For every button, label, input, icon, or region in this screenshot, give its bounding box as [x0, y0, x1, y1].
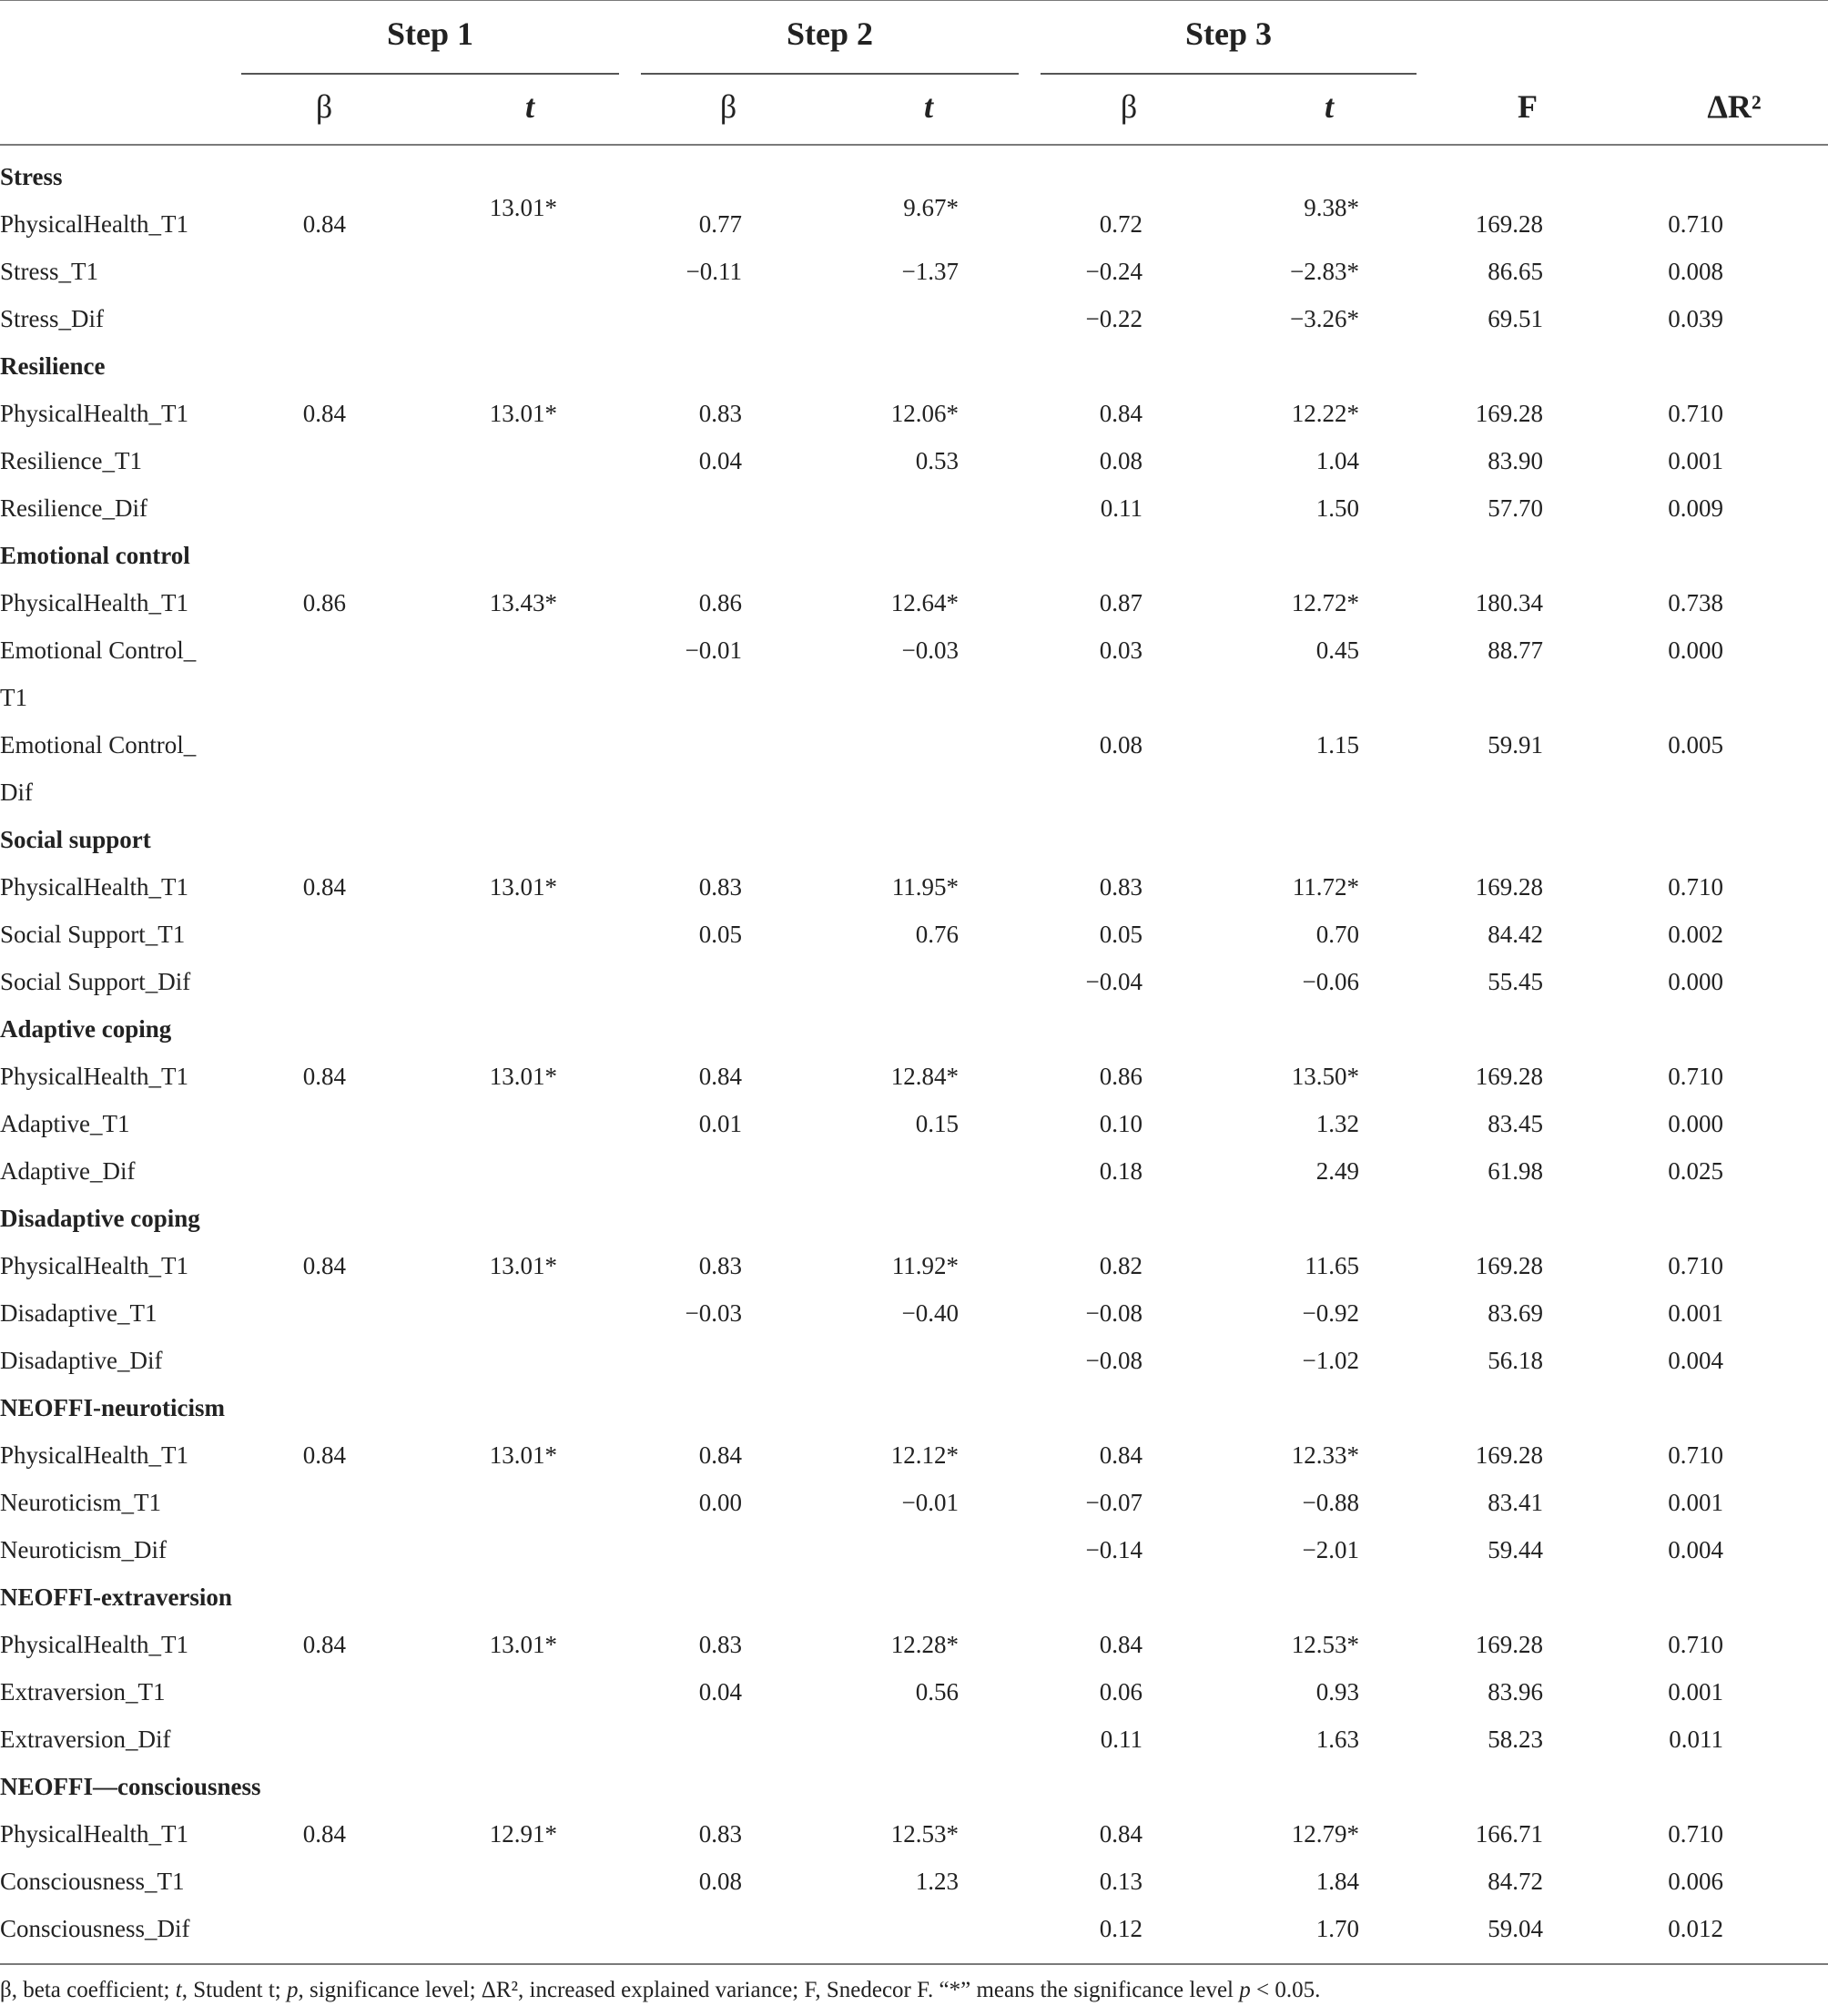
step-3-t-cell: 1.70 [1315, 1915, 1359, 1942]
delta-r2-cell: 0.710 [1668, 1631, 1723, 1658]
step-3-t-cell: −0.06 [1302, 968, 1359, 995]
step-2-beta-cell: 0.83 [698, 1820, 742, 1848]
step-1-beta-cell: 0.84 [302, 400, 346, 427]
group-header-row [0, 1005, 1828, 1053]
step-3-beta-cell: 0.84 [1099, 1441, 1142, 1469]
delta-r2-cell: 0.000 [1668, 1110, 1723, 1137]
step-2-beta-cell: 0.04 [698, 1678, 742, 1705]
step-2-t-cell: 0.53 [915, 447, 959, 474]
step-2-beta-cell: 0.84 [698, 1063, 742, 1090]
table-row [0, 1905, 1828, 1952]
group-header-row [0, 1573, 1828, 1621]
table-row [0, 626, 1828, 674]
step-2-beta-cell: 0.83 [698, 1631, 742, 1658]
table-row [0, 390, 1828, 437]
delta-r2-cell: 0.004 [1668, 1347, 1723, 1374]
step-2-t-cell: −1.37 [901, 258, 959, 285]
step-2-beta-cell: −0.11 [686, 258, 742, 285]
step-2-t-cell: 0.15 [915, 1110, 959, 1137]
step-2-rule [641, 73, 1019, 75]
variable-label: PhysicalHealth_T1 [0, 589, 188, 616]
step-3-t-cell: −2.01 [1302, 1536, 1359, 1563]
step-2-t-cell: −0.03 [901, 636, 959, 664]
variable-label: Emotional Control_ [0, 636, 197, 664]
f-cell: 169.28 [1475, 1631, 1543, 1658]
variable-label: Consciousness_Dif [0, 1915, 190, 1942]
step-3-beta-cell: −0.08 [1085, 1347, 1142, 1374]
delta-r2-cell: 0.001 [1668, 447, 1723, 474]
delta-r2-cell: 0.005 [1668, 731, 1723, 759]
step-3-t-cell: −1.02 [1302, 1347, 1359, 1374]
table-row [0, 248, 1828, 295]
f-cell: 59.04 [1488, 1915, 1543, 1942]
step-2-t-cell: 9.67* [903, 194, 959, 221]
step-2-beta-cell: 0.83 [698, 1252, 742, 1279]
step-3-t-cell: 0.93 [1315, 1678, 1359, 1705]
delta-r2-cell: 0.000 [1668, 968, 1723, 995]
step-3-beta-cell: 0.82 [1099, 1252, 1142, 1279]
footnote-p-2: p [1239, 1978, 1251, 2002]
group-label: NEOFFI-extraversion [0, 1583, 232, 1611]
f-cell: 55.45 [1488, 968, 1543, 995]
delta-r2-cell: 0.710 [1668, 873, 1723, 901]
step-3-beta-cell: 0.08 [1099, 447, 1142, 474]
step-1-t-cell: 12.91* [489, 1820, 557, 1848]
f-cell: 83.90 [1488, 447, 1543, 474]
f-cell: 169.28 [1475, 1252, 1543, 1279]
step-1-beta-cell: 0.84 [302, 873, 346, 901]
step-1-t-cell: 13.43* [489, 589, 557, 616]
step-3-beta-header: β [1120, 88, 1138, 125]
step-2-t-cell: 0.56 [915, 1678, 959, 1705]
table-footnote [0, 1978, 1828, 2003]
f-cell: 166.71 [1475, 1820, 1543, 1848]
step-3-t-header: t [1324, 88, 1334, 125]
delta-r2-cell: 0.008 [1668, 258, 1723, 285]
variable-label: Consciousness_T1 [0, 1868, 185, 1895]
step-3-t-cell: 12.53* [1291, 1631, 1359, 1658]
table-row [0, 1289, 1828, 1337]
step-3-t-cell: 0.45 [1315, 636, 1359, 664]
step-2-t-cell: 11.95* [891, 873, 959, 901]
footnote-part-3: , significance level; ΔR², increased explained variance; F, Snedecor F. “*” means the significance level [298, 1978, 1240, 2002]
f-cell: 169.28 [1475, 210, 1543, 238]
group-label: NEOFFI—consciousness [0, 1773, 261, 1800]
delta-r2-cell: 0.738 [1668, 589, 1723, 616]
step-1-t-cell: 13.01* [489, 194, 557, 221]
footnote-t: t [175, 1978, 182, 2002]
variable-label: PhysicalHealth_T1 [0, 1441, 188, 1469]
table-row [0, 674, 1828, 721]
step-3-beta-cell: 0.10 [1099, 1110, 1142, 1137]
step-1-t-cell: 13.01* [489, 1063, 557, 1090]
step-3-beta-cell: 0.72 [1099, 210, 1142, 238]
delta-r2-header: ΔR² [1707, 88, 1762, 125]
group-label: Adaptive coping [0, 1015, 172, 1043]
step-3-t-cell: −2.83* [1290, 258, 1359, 285]
f-cell: 56.18 [1488, 1347, 1543, 1374]
delta-r2-cell: 0.001 [1668, 1489, 1723, 1516]
step-1-beta-cell: 0.84 [302, 1631, 346, 1658]
group-header-row [0, 1384, 1828, 1431]
delta-r2-cell: 0.710 [1668, 1820, 1723, 1848]
f-cell: 83.69 [1488, 1299, 1543, 1327]
delta-r2-cell: 0.006 [1668, 1868, 1723, 1895]
table-row [0, 1810, 1828, 1858]
delta-r2-cell: 0.009 [1668, 494, 1723, 522]
delta-r2-cell: 0.001 [1668, 1299, 1723, 1327]
step-3-beta-cell: −0.04 [1085, 968, 1142, 995]
variable-label: PhysicalHealth_T1 [0, 1063, 188, 1090]
step-2-beta-cell: 0.05 [698, 921, 742, 948]
footnote-part-1: β, beta coefficient; [0, 1978, 176, 2002]
step-3-t-cell: 13.50* [1291, 1063, 1359, 1090]
table-row [0, 1242, 1828, 1289]
table-row [0, 1147, 1828, 1195]
step-3-t-cell: 12.22* [1291, 400, 1359, 427]
step-3-t-cell: 11.65 [1305, 1252, 1359, 1279]
table-row [0, 958, 1828, 1005]
f-cell: 169.28 [1475, 873, 1543, 901]
group-header-row [0, 816, 1828, 863]
table-row [0, 863, 1828, 911]
step-2-beta-cell: −0.03 [685, 1299, 742, 1327]
step-1-header: Step 1 [386, 15, 473, 52]
delta-r2-cell: 0.710 [1668, 210, 1723, 238]
step-3-t-cell: 1.84 [1315, 1868, 1359, 1895]
table-row [0, 1100, 1828, 1147]
delta-r2-cell: 0.011 [1669, 1726, 1723, 1753]
step-3-beta-cell: −0.22 [1085, 305, 1142, 332]
f-cell: 84.42 [1488, 921, 1543, 948]
step-2-beta-cell: 0.01 [698, 1110, 742, 1137]
f-cell: 59.44 [1488, 1536, 1543, 1563]
delta-r2-cell: 0.039 [1668, 305, 1723, 332]
step-3-beta-cell: 0.84 [1099, 1631, 1142, 1658]
step-3-t-cell: 2.49 [1315, 1157, 1359, 1185]
step-1-t-cell: 13.01* [489, 400, 557, 427]
step-2-t-cell: 11.92* [891, 1252, 959, 1279]
step-1-t-cell: 13.01* [489, 873, 557, 901]
f-cell: 59.91 [1488, 731, 1543, 759]
step-2-t-cell: −0.01 [901, 1489, 959, 1516]
step-3-header: Step 3 [1184, 15, 1272, 52]
f-cell: 180.34 [1475, 589, 1543, 616]
step-3-t-cell: −3.26* [1290, 305, 1359, 332]
variable-label: Resilience_Dif [0, 494, 147, 522]
step-1-t-cell: 13.01* [489, 1252, 557, 1279]
table-body [0, 153, 1828, 1952]
f-cell: 169.28 [1475, 1063, 1543, 1090]
step-3-t-cell: 12.72* [1291, 589, 1359, 616]
step-2-t-cell: 12.53* [890, 1820, 959, 1848]
step-3-beta-cell: 0.05 [1099, 921, 1142, 948]
step-1-beta-cell: 0.84 [302, 1063, 346, 1090]
table-row [0, 295, 1828, 342]
step-3-beta-cell: 0.11 [1100, 494, 1142, 522]
table-row [0, 437, 1828, 484]
step-1-rule [241, 73, 619, 75]
variable-label: Stress_T1 [0, 258, 98, 285]
variable-label: PhysicalHealth_T1 [0, 210, 188, 238]
f-header: F [1518, 88, 1538, 125]
step-3-t-cell: 12.79* [1291, 1820, 1359, 1848]
f-cell: 57.70 [1488, 494, 1543, 522]
step-2-beta-cell: 0.77 [698, 210, 742, 238]
step-2-t-cell: 12.84* [890, 1063, 959, 1090]
variable-label: Extraversion_Dif [0, 1726, 171, 1753]
group-label: Emotional control [0, 542, 190, 569]
step-1-beta-cell: 0.84 [302, 1820, 346, 1848]
variable-label: Resilience_T1 [0, 447, 142, 474]
group-header-row [0, 532, 1828, 579]
f-cell: 58.23 [1488, 1726, 1543, 1753]
footnote-part-2: , Student t; [181, 1978, 287, 2002]
table-row [0, 1479, 1828, 1526]
step-2-beta-cell: 0.00 [698, 1489, 742, 1516]
variable-label: Adaptive_Dif [0, 1157, 136, 1185]
variable-label: Social Support_Dif [0, 968, 191, 995]
variable-label: Neuroticism_T1 [0, 1489, 161, 1516]
f-cell: 83.45 [1488, 1110, 1543, 1137]
step-3-beta-cell: 0.11 [1100, 1726, 1142, 1753]
step-3-beta-cell: 0.84 [1099, 1820, 1142, 1848]
step-3-t-cell: −0.92 [1302, 1299, 1359, 1327]
step-2-t-cell: −0.40 [901, 1299, 959, 1327]
step-1-t-cell: 13.01* [489, 1631, 557, 1658]
step-2-beta-cell: 0.83 [698, 873, 742, 901]
group-header-row [0, 342, 1828, 390]
step-2-t-cell: 12.06* [890, 400, 959, 427]
step-2-beta-cell: 0.83 [698, 400, 742, 427]
variable-label: Adaptive_T1 [0, 1110, 130, 1137]
step-3-beta-cell: 0.18 [1099, 1157, 1142, 1185]
step-3-t-cell: 12.33* [1291, 1441, 1359, 1469]
f-cell: 83.96 [1488, 1678, 1543, 1705]
step-1-t-header: t [524, 88, 534, 125]
step-3-beta-cell: −0.08 [1085, 1299, 1142, 1327]
table-row [0, 721, 1828, 769]
table-row [0, 1668, 1828, 1716]
f-cell: 88.77 [1488, 636, 1543, 664]
step-3-beta-cell: 0.84 [1099, 400, 1142, 427]
step-3-beta-cell: 0.06 [1099, 1678, 1142, 1705]
step-3-t-cell: 1.15 [1315, 731, 1359, 759]
table-row [0, 579, 1828, 626]
delta-r2-cell: 0.002 [1668, 921, 1723, 948]
variable-label: T1 [0, 684, 27, 711]
step-1-beta-cell: 0.84 [302, 210, 346, 238]
table-row [0, 769, 1828, 816]
step-1-t-cell: 13.01* [489, 1441, 557, 1469]
delta-r2-cell: 0.001 [1668, 1678, 1723, 1705]
step-1-beta-cell: 0.84 [302, 1441, 346, 1469]
f-cell: 61.98 [1488, 1157, 1543, 1185]
variable-label: Emotional Control_ [0, 731, 197, 759]
step-2-beta-header: β [719, 88, 737, 125]
step-3-beta-cell: −0.07 [1085, 1489, 1142, 1516]
step-2-t-cell: 0.76 [915, 921, 959, 948]
variable-label: PhysicalHealth_T1 [0, 1820, 188, 1848]
delta-r2-cell: 0.004 [1668, 1536, 1723, 1563]
group-label: Disadaptive coping [0, 1205, 200, 1232]
step-1-beta-header: β [315, 88, 333, 125]
footnote-part-4: < 0.05. [1250, 1978, 1321, 2002]
table-row [0, 1858, 1828, 1905]
step-3-beta-cell: 0.83 [1099, 873, 1142, 901]
step-2-t-header: t [923, 88, 933, 125]
step-3-t-cell: 1.50 [1315, 494, 1359, 522]
group-header-row [0, 1195, 1828, 1242]
f-cell: 84.72 [1488, 1868, 1543, 1895]
variable-label: Neuroticism_Dif [0, 1536, 167, 1563]
step-3-beta-cell: −0.24 [1085, 258, 1142, 285]
variable-label: Disadaptive_Dif [0, 1347, 163, 1374]
table-row [0, 1526, 1828, 1573]
variable-label: PhysicalHealth_T1 [0, 1252, 188, 1279]
variable-label: PhysicalHealth_T1 [0, 400, 188, 427]
f-cell: 169.28 [1475, 400, 1543, 427]
step-3-beta-cell: 0.08 [1099, 731, 1142, 759]
variable-label: Dif [0, 779, 33, 806]
step-3-beta-cell: 0.03 [1099, 636, 1142, 664]
variable-label: Extraversion_T1 [0, 1678, 166, 1705]
group-label: Resilience [0, 352, 106, 380]
variable-label: Stress_Dif [0, 305, 104, 332]
delta-r2-cell: 0.710 [1668, 400, 1723, 427]
delta-r2-cell: 0.710 [1668, 1063, 1723, 1090]
f-cell: 83.41 [1488, 1489, 1543, 1516]
group-label: Social support [0, 826, 151, 853]
top-rule [0, 0, 1828, 1]
step-3-t-cell: 1.63 [1315, 1726, 1359, 1753]
step-3-t-cell: 11.72* [1292, 873, 1359, 901]
variable-label: PhysicalHealth_T1 [0, 1631, 188, 1658]
header-rule [0, 144, 1828, 146]
delta-r2-cell: 0.012 [1668, 1915, 1723, 1942]
f-cell: 69.51 [1488, 305, 1543, 332]
step-1-beta-cell: 0.86 [302, 589, 346, 616]
table-row [0, 194, 1828, 248]
step-1-beta-cell: 0.84 [302, 1252, 346, 1279]
table-row [0, 911, 1828, 958]
step-3-beta-cell: 0.12 [1099, 1915, 1142, 1942]
group-label: NEOFFI-neuroticism [0, 1394, 225, 1421]
table-row [0, 1053, 1828, 1100]
step-3-t-cell: 1.32 [1315, 1110, 1359, 1137]
step-2-t-cell: 1.23 [915, 1868, 959, 1895]
step-3-t-cell: 0.70 [1315, 921, 1359, 948]
step-2-beta-cell: 0.08 [698, 1868, 742, 1895]
table-row [0, 1431, 1828, 1479]
delta-r2-cell: 0.000 [1668, 636, 1723, 664]
variable-label: PhysicalHealth_T1 [0, 873, 188, 901]
step-3-t-cell: 9.38* [1304, 194, 1359, 221]
step-2-beta-cell: 0.04 [698, 447, 742, 474]
bottom-rule [0, 1963, 1828, 1965]
step-3-t-cell: 1.04 [1315, 447, 1359, 474]
table-row [0, 1716, 1828, 1763]
step-3-beta-cell: −0.14 [1085, 1536, 1142, 1563]
step-3-beta-cell: 0.13 [1099, 1868, 1142, 1895]
delta-r2-cell: 0.025 [1668, 1157, 1723, 1185]
step-2-beta-cell: 0.84 [698, 1441, 742, 1469]
group-header-row [0, 1763, 1828, 1810]
f-cell: 86.65 [1488, 258, 1543, 285]
step-2-t-cell: 12.28* [890, 1631, 959, 1658]
step-3-beta-cell: 0.86 [1099, 1063, 1142, 1090]
step-2-t-cell: 12.12* [890, 1441, 959, 1469]
step-3-rule [1041, 73, 1417, 75]
delta-r2-cell: 0.710 [1668, 1441, 1723, 1469]
step-2-header: Step 2 [786, 15, 873, 52]
f-cell: 169.28 [1475, 1441, 1543, 1469]
step-2-beta-cell: 0.86 [698, 589, 742, 616]
step-2-beta-cell: −0.01 [685, 636, 742, 664]
group-label: Stress [0, 163, 63, 190]
footnote-p-1: p [286, 1978, 299, 2002]
table-row [0, 484, 1828, 532]
step-3-beta-cell: 0.87 [1099, 589, 1142, 616]
delta-r2-cell: 0.710 [1668, 1252, 1723, 1279]
table-row [0, 1621, 1828, 1668]
table-row [0, 1337, 1828, 1384]
step-3-t-cell: −0.88 [1302, 1489, 1359, 1516]
variable-label: Disadaptive_T1 [0, 1299, 157, 1327]
step-2-t-cell: 12.64* [890, 589, 959, 616]
variable-label: Social Support_T1 [0, 921, 186, 948]
